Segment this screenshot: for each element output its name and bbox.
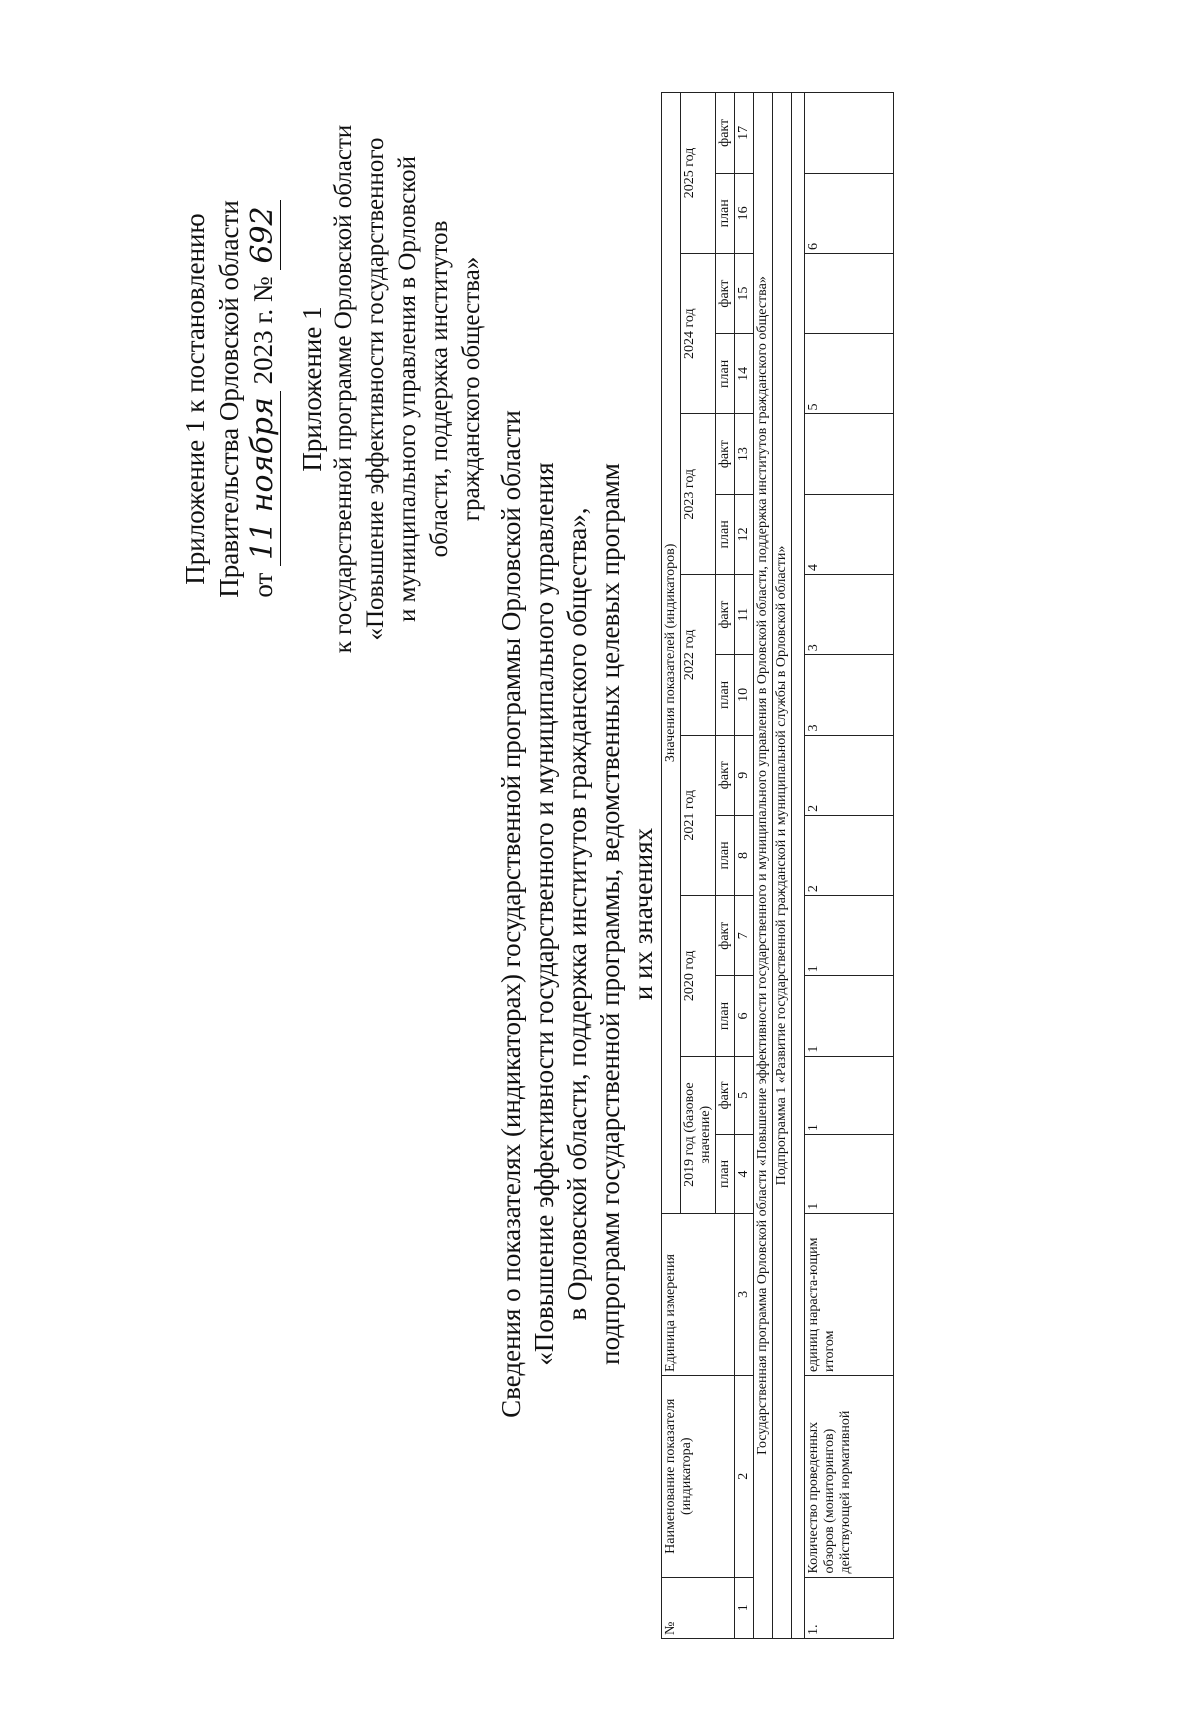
row-value: 2 <box>805 815 894 895</box>
header-unit: Единица измерения <box>662 1213 735 1375</box>
approval-stamp <box>178 139 281 659</box>
row-value <box>805 414 894 494</box>
column-number: 17 <box>735 93 754 174</box>
row-num: 1. <box>805 1577 894 1638</box>
table-row <box>805 93 894 1639</box>
program-row <box>754 93 773 1639</box>
annex-line: области, поддержка институтов <box>426 220 453 558</box>
row-value: 1 <box>805 976 894 1056</box>
header-num: № <box>662 1577 735 1638</box>
header-year: 2023 год <box>681 414 716 575</box>
header-fact: факт <box>716 253 735 333</box>
header-fact: факт <box>716 575 735 655</box>
header-plan: план <box>716 1135 735 1214</box>
row-value: 1 <box>805 1056 894 1135</box>
header-fact: факт <box>716 735 735 815</box>
annex-line: «Повышение эффективности государственного <box>362 137 389 641</box>
subprogram-title: Подпрограмма 1 «Развитие государственной гражданской и муниципальной службы в Орловской области» <box>773 93 792 1639</box>
column-number-row <box>735 93 754 1639</box>
row-value <box>805 253 894 333</box>
header-name: Наименование показателя (индикатора) <box>662 1375 735 1577</box>
column-number: 2 <box>735 1375 754 1577</box>
row-value: 6 <box>805 173 894 253</box>
approval-date-signature: 11 ноября <box>246 391 281 566</box>
row-value: 5 <box>805 334 894 414</box>
row-value: 2 <box>805 735 894 815</box>
row-unit: единиц нараста-ющим итогом <box>805 1213 894 1375</box>
header-year: 2019 год (базовое значение) <box>681 1056 716 1213</box>
header-plan: план <box>716 494 735 574</box>
column-number: 1 <box>735 1577 754 1638</box>
header-year: 2024 год <box>681 253 716 414</box>
column-number: 9 <box>735 735 754 815</box>
column-number: 10 <box>735 655 754 735</box>
column-number: 12 <box>735 494 754 574</box>
approval-prefix: от <box>248 572 278 598</box>
column-number: 3 <box>735 1213 754 1375</box>
header-plan: план <box>716 173 735 253</box>
column-number: 11 <box>735 575 754 655</box>
header-year: 2020 год <box>681 896 716 1057</box>
row-value: 1 <box>805 896 894 976</box>
header-year: 2022 год <box>681 575 716 736</box>
column-number: 7 <box>735 896 754 976</box>
spacer-row <box>792 93 805 1639</box>
column-number: 6 <box>735 976 754 1056</box>
spacer-cell <box>792 93 805 1639</box>
column-number: 4 <box>735 1135 754 1214</box>
header-fact: факт <box>716 1056 735 1135</box>
title-line: и их значениях <box>628 827 658 1001</box>
title-line: подпрограмм государственной программы, ведомственных целевых программ <box>595 463 625 1365</box>
program-title: Государственная программа Орловской области «Повышение эффективности государственного и муниципального управления в Орловской области, поддержка институтов гражданского общества» <box>754 93 773 1639</box>
column-number: 5 <box>735 1056 754 1135</box>
title-line: «Повышение эффективности государственного и муниципального управления <box>529 462 559 1366</box>
column-number: 14 <box>735 334 754 414</box>
approval-number: 692 <box>246 200 281 269</box>
row-value <box>805 93 894 174</box>
approval-line-1: Приложение 1 к постановлению <box>180 213 210 585</box>
approval-year-suffix: 2023 г. № <box>248 276 278 385</box>
row-value: 4 <box>805 494 894 574</box>
annex-line: к государственной программе Орловской области <box>330 124 357 654</box>
header-row-1 <box>662 93 681 1639</box>
row-name: Количество проведенных обзоров (мониторингов) действующей нормативной <box>805 1375 894 1577</box>
annex-block <box>296 79 488 699</box>
column-number: 13 <box>735 414 754 494</box>
annex-line: и муниципального управления в Орловской <box>394 155 421 623</box>
header-plan: план <box>716 976 735 1056</box>
column-number: 16 <box>735 173 754 253</box>
header-fact: факт <box>716 414 735 494</box>
indicators-table <box>661 92 894 1639</box>
approval-line-2: Правительства Орловской области <box>214 200 244 598</box>
row-value: 1 <box>805 1135 894 1214</box>
title-line: в Орловской области, поддержка институтов гражданского общества», <box>562 507 592 1321</box>
header-values: Значения показателей (индикаторов) <box>662 93 681 1214</box>
column-number: 8 <box>735 815 754 895</box>
header-plan: план <box>716 655 735 735</box>
column-number: 15 <box>735 253 754 333</box>
subprogram-row <box>773 93 792 1639</box>
header-year: 2021 год <box>681 735 716 896</box>
header-plan: план <box>716 334 735 414</box>
annex-line: гражданского общества» <box>458 256 485 522</box>
title-line: Сведения о показателях (индикаторах) государственной программы Орловской области <box>496 410 526 1418</box>
annex-title: Приложение 1 <box>297 306 327 472</box>
document-title <box>495 269 660 1559</box>
approval-line-3 <box>246 139 281 659</box>
row-value: 3 <box>805 655 894 735</box>
header-plan: план <box>716 815 735 895</box>
header-fact: факт <box>716 896 735 976</box>
header-year: 2025 год <box>681 93 716 254</box>
row-value: 3 <box>805 575 894 655</box>
header-fact: факт <box>716 93 735 174</box>
